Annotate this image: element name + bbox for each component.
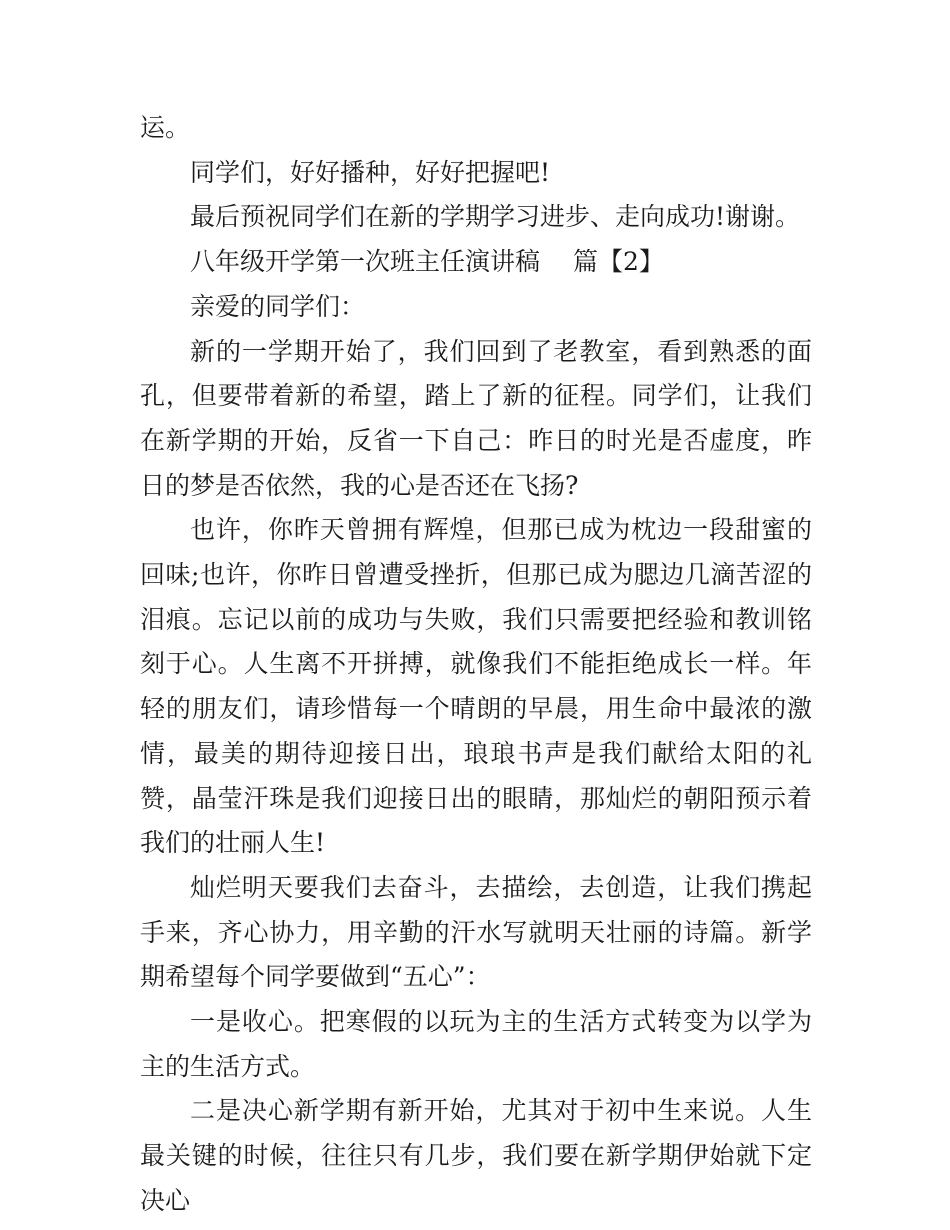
body-paragraph-5: 二是决心新学期有新开始，尤其对于初中生来说。人生最关键的时候，往往只有几步，我们要在新学期伊始就下定决心	[140, 1096, 812, 1215]
body-paragraph-2: 也许，你昨天曾拥有辉煌，但那已成为枕边一段甜蜜的回味;也许，你昨日曾遭受挫折，但那已成为腮边几滴苦涩的泪痕。忘记以前的成功与失败，我们只需要把经验和教训铭刻于心。人生离不开拼搏，就像我们不能拒绝成长一样。年轻的朋友们，请珍惜每一个晴朗的早晨，用生命中最浓的激情，最美的期待迎接日出，琅琅书声是我们献给太阳的礼赞，晶莹汗珠是我们迎接日出的眼睛，那灿烂的朝阳预示着我们的壮丽人生!	[140, 515, 812, 858]
body-paragraph-1: 新的一学期开始了，我们回到了老教室，看到熟悉的面孔，但要带着新的希望，踏上了新的征程。同学们，让我们在新学期的开始，反省一下自己：昨日的时光是否虚度，昨日的梦是否依然，我的心是否还在飞扬?	[140, 336, 812, 500]
section-heading: 八年级开学第一次班主任演讲稿 篇【2】	[190, 247, 664, 277]
document-text	[140, 106, 812, 1224]
paragraph-encouragement: 同学们，好好播种，好好把握吧!	[190, 157, 551, 187]
paragraph-closing: 最后预祝同学们在新的学期学习进步、走向成功!谢谢。	[190, 202, 801, 232]
body-paragraph-4: 一是收心。把寒假的以玩为主的生活方式转变为以学为主的生活方式。	[140, 1007, 812, 1081]
paragraph-continuation: 运。	[140, 113, 191, 142]
body-paragraph-3: 灿烂明天要我们去奋斗，去描绘，去创造，让我们携起手来，齐心协力，用辛勤的汗水写就明天壮丽的诗篇。新学期希望每个同学要做到“五心”：	[140, 872, 812, 992]
greeting: 亲爱的同学们：	[190, 291, 366, 321]
